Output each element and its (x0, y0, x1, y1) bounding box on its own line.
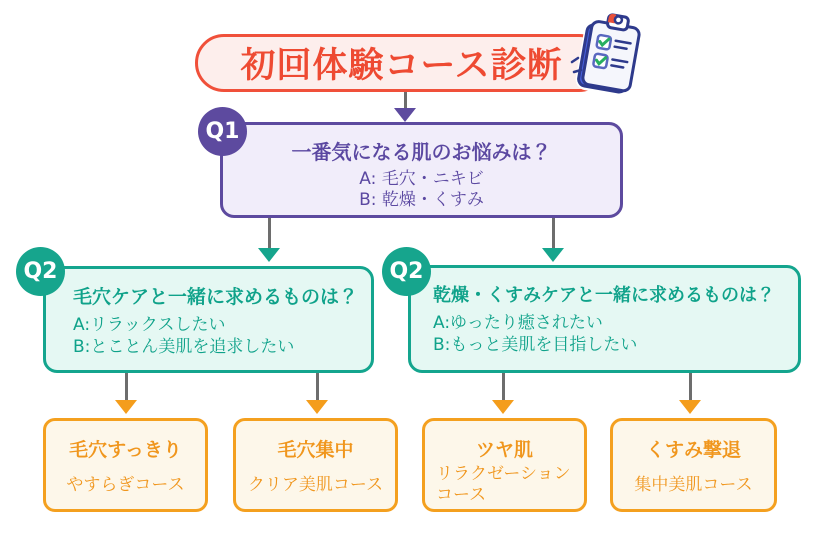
arrow-head-icon (115, 400, 137, 414)
result-course: リラクゼーションコース (436, 464, 571, 506)
arrow-q1-to-q2-left (258, 218, 280, 262)
arrow-q2right-to-result4 (679, 373, 701, 414)
arrow-q2right-to-result3 (492, 373, 514, 414)
result-box-dullness-defeat (610, 418, 777, 512)
q2-right-question: 乾燥・くすみケアと一緒に求めるものは？ (433, 285, 775, 306)
diagram-title (195, 34, 608, 92)
q2-left-option-b: B:とことん美肌を追求したい (73, 337, 295, 358)
arrow-head-icon (679, 400, 701, 414)
q2-left-question: 毛穴ケアと一緒に求めるものは？ (73, 286, 359, 308)
result-title: くすみ撃退 (645, 439, 741, 461)
q1-question: 一番気になる肌のお悩みは？ (291, 140, 552, 164)
result-title: 毛穴すっきり (69, 439, 182, 461)
result-title: ツヤ肌 (475, 439, 533, 461)
arrow-shaft (689, 373, 692, 400)
result-title: 毛穴集中 (277, 439, 354, 461)
arrow-shaft (316, 373, 319, 400)
q2-right-box (408, 265, 801, 373)
q1-option-a: A: 毛穴・ニキビ (359, 169, 484, 189)
result-box-glow-skin (422, 418, 587, 512)
q1-box (220, 122, 623, 218)
arrow-shaft (125, 373, 128, 400)
q2-left-option-a: A:リラックスしたい (73, 315, 226, 335)
result-box-pore-intensive (233, 418, 398, 512)
q1-option-b: B: 乾燥・くすみ (359, 190, 484, 211)
clipboard-checklist-icon (568, 10, 648, 98)
arrow-head-icon (542, 248, 564, 262)
arrow-head-icon (492, 400, 514, 414)
diagram-title-text: 初回体験コース診断 (240, 46, 563, 86)
q2-left-badge: Q2 (16, 247, 65, 296)
q2-right-option-a: A:ゆったり癒されたい (433, 313, 603, 333)
q2-right-badge: Q2 (382, 247, 431, 296)
arrow-shaft (268, 218, 271, 248)
arrow-title-to-q1 (394, 90, 416, 122)
result-box-pore-refresh (43, 418, 208, 512)
result-course: やすらぎコース (66, 475, 185, 495)
arrow-head-icon (394, 108, 416, 122)
arrow-shaft (404, 90, 407, 108)
arrow-shaft (552, 218, 555, 248)
q1-badge: Q1 (198, 107, 247, 156)
arrow-q2left-to-result1 (115, 373, 137, 414)
result-course: 集中美肌コース (634, 475, 753, 495)
arrow-head-icon (306, 400, 328, 414)
arrow-q1-to-q2-right (542, 218, 564, 262)
arrow-q2left-to-result2 (306, 373, 328, 414)
arrow-head-icon (258, 248, 280, 262)
q2-right-option-b: B:もっと美肌を目指したい (433, 335, 638, 356)
q2-left-box (43, 266, 374, 373)
arrow-shaft (502, 373, 505, 400)
result-course: クリア美肌コース (247, 475, 384, 495)
